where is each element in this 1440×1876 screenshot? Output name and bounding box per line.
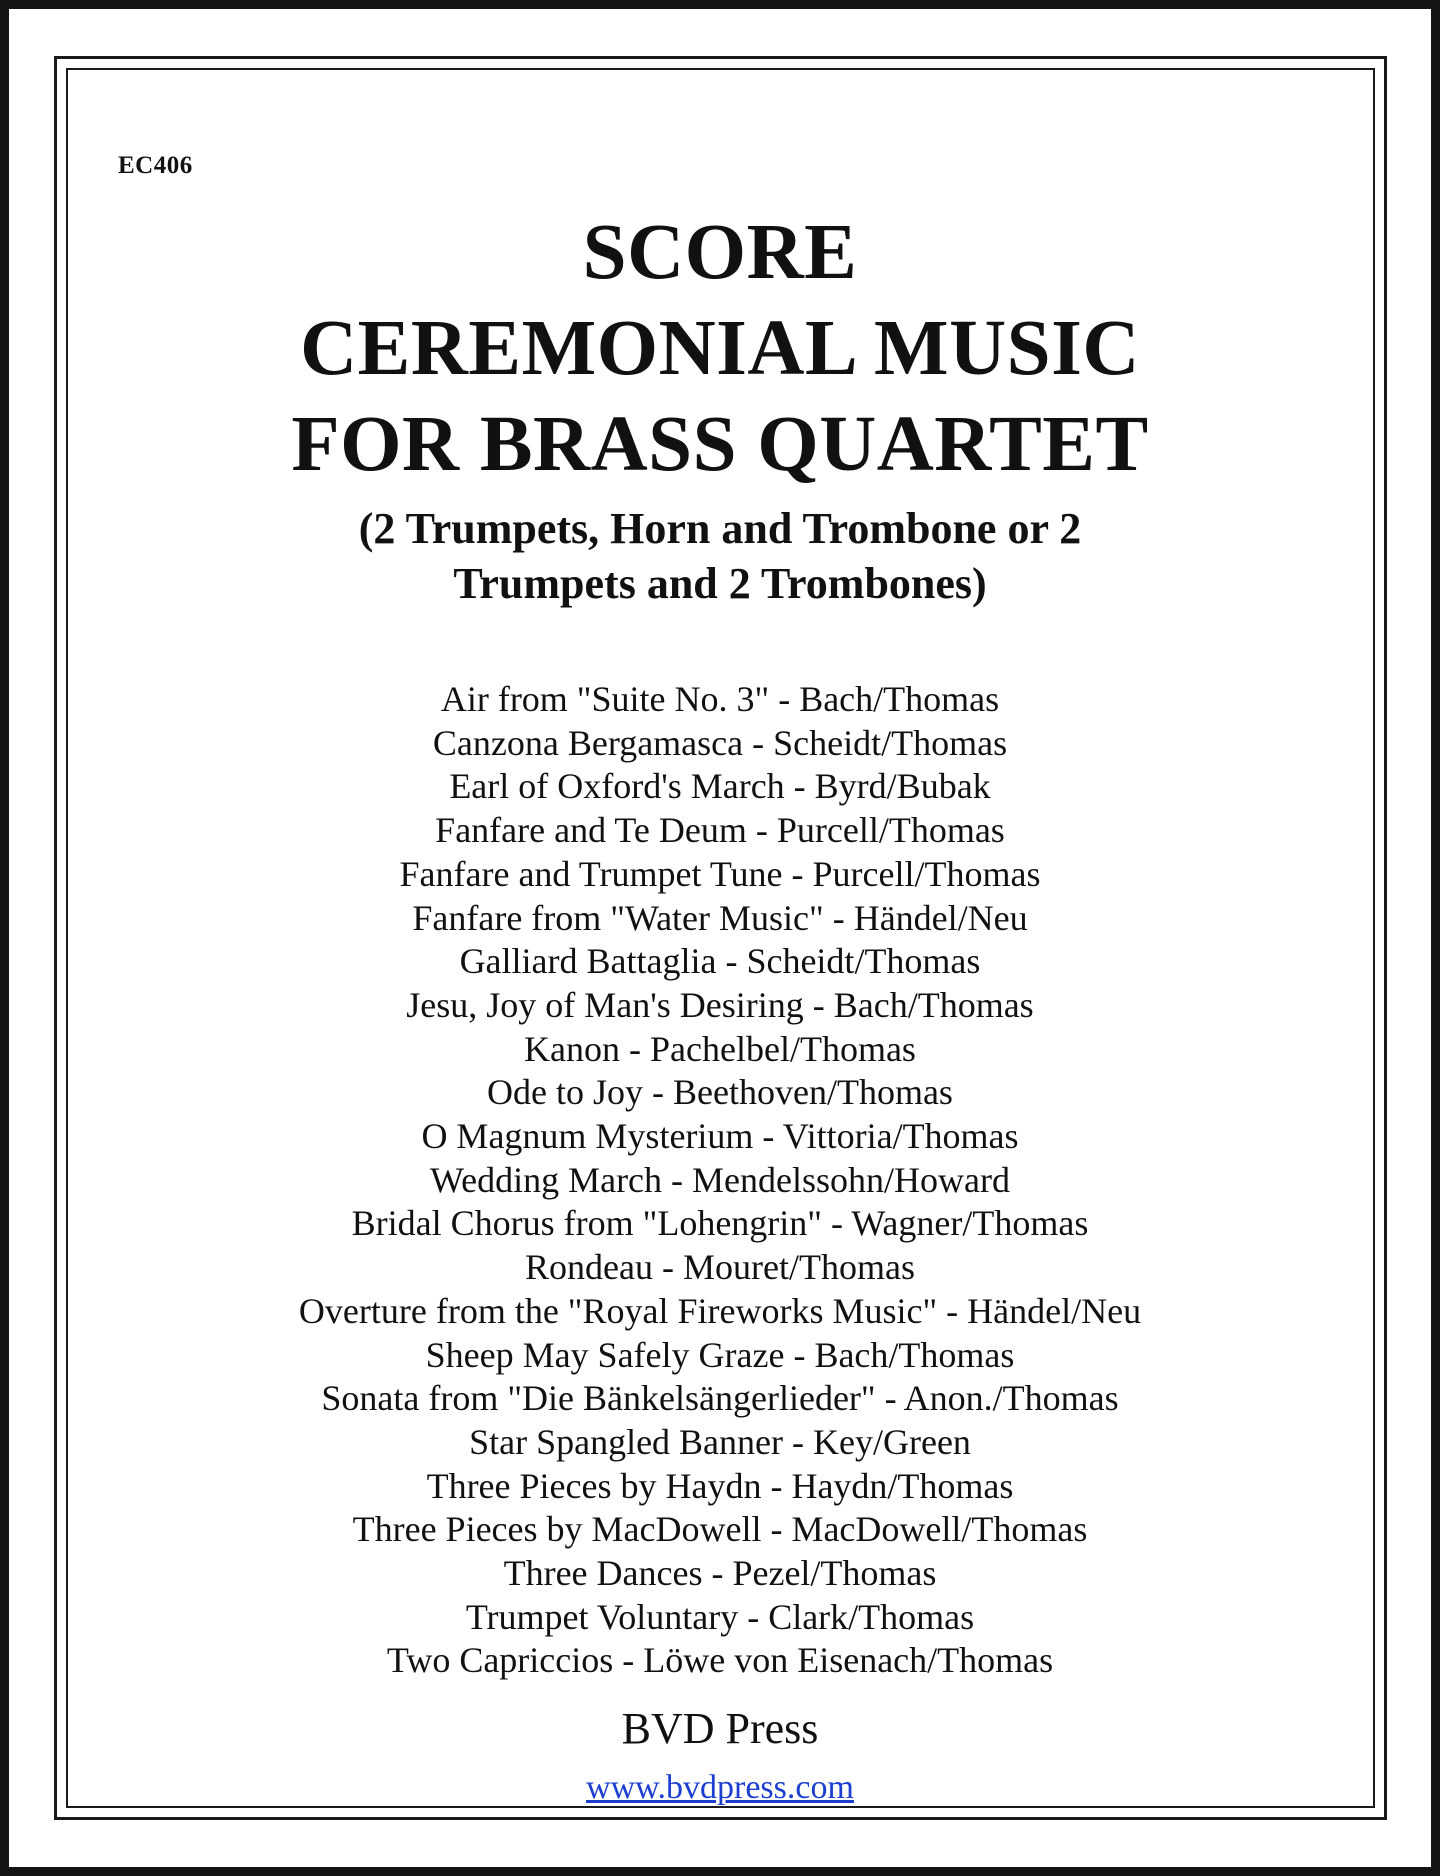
publisher-name: BVD Press [621, 1704, 819, 1753]
title-line-3: FOR BRASS QUARTET [291, 401, 1149, 488]
list-item: Air from "Suite No. 3" - Bach/Thomas [440, 679, 1000, 719]
list-item: Wedding March - Mendelssohn/Howard [430, 1159, 1010, 1200]
subtitle-line-2: Trumpets and 2 Trombones) [453, 559, 987, 608]
list-item: Fanfare and Te Deum - Purcell/Thomas [435, 810, 1005, 851]
list-item: Ode to Joy - Beethoven/Thomas [487, 1072, 953, 1113]
list-item: Fanfare from "Water Music" - Händel/Neu [412, 897, 1028, 938]
list-item: Galliard Battaglia - Scheidt/Thomas [459, 941, 981, 982]
list-item: Overture from the "Royal Fireworks Music" - Händel/Neu [298, 1290, 1142, 1331]
website [0, 1768, 1440, 1808]
list-item: Kanon - Pachelbel/Thomas [524, 1028, 916, 1069]
title-line-1: SCORE [582, 209, 858, 296]
subtitle [0, 501, 1440, 611]
title-line-2: CEREMONIAL MUSIC [300, 305, 1140, 392]
list-item: Sonata from "Die Bänkelsängerlieder" - Anon./Thomas [321, 1378, 1119, 1419]
list-item: Trumpet Voluntary - Clark/Thomas [465, 1596, 975, 1637]
list-item: Rondeau - Mouret/Thomas [525, 1247, 915, 1288]
list-item: Fanfare and Trumpet Tune - Purcell/Thomas [399, 853, 1041, 894]
contents-list [0, 678, 1440, 1683]
list-item: Canzona Bergamasca - Scheidt/Thomas [432, 722, 1008, 763]
list-item: O Magnum Mysterium - Vittoria/Thomas [421, 1116, 1019, 1157]
list-item: Two Capriccios - Löwe von Eisenach/Thomas [386, 1640, 1054, 1681]
list-item: Three Dances - Pezel/Thomas [503, 1553, 937, 1594]
list-item: Three Pieces by Haydn - Haydn/Thomas [426, 1465, 1014, 1506]
website-link[interactable]: www.bvdpress.com [586, 1769, 854, 1806]
subtitle-line-1: (2 Trumpets, Horn and Trombone or 2 [358, 504, 1082, 553]
catalog-code: EC406 [118, 152, 193, 179]
list-item: Star Spangled Banner - Key/Green [469, 1421, 971, 1462]
list-item: Earl of Oxford's March - Byrd/Bubak [449, 766, 991, 807]
list-item: Three Pieces by MacDowell - MacDowell/Thomas [352, 1509, 1088, 1550]
list-item: Bridal Chorus from "Lohengrin" - Wagner/Thomas [351, 1203, 1089, 1244]
list-item: Jesu, Joy of Man's Desiring - Bach/Thomas [406, 984, 1034, 1025]
title-block [0, 205, 1440, 611]
list-item: Sheep May Safely Graze - Bach/Thomas [425, 1334, 1015, 1375]
